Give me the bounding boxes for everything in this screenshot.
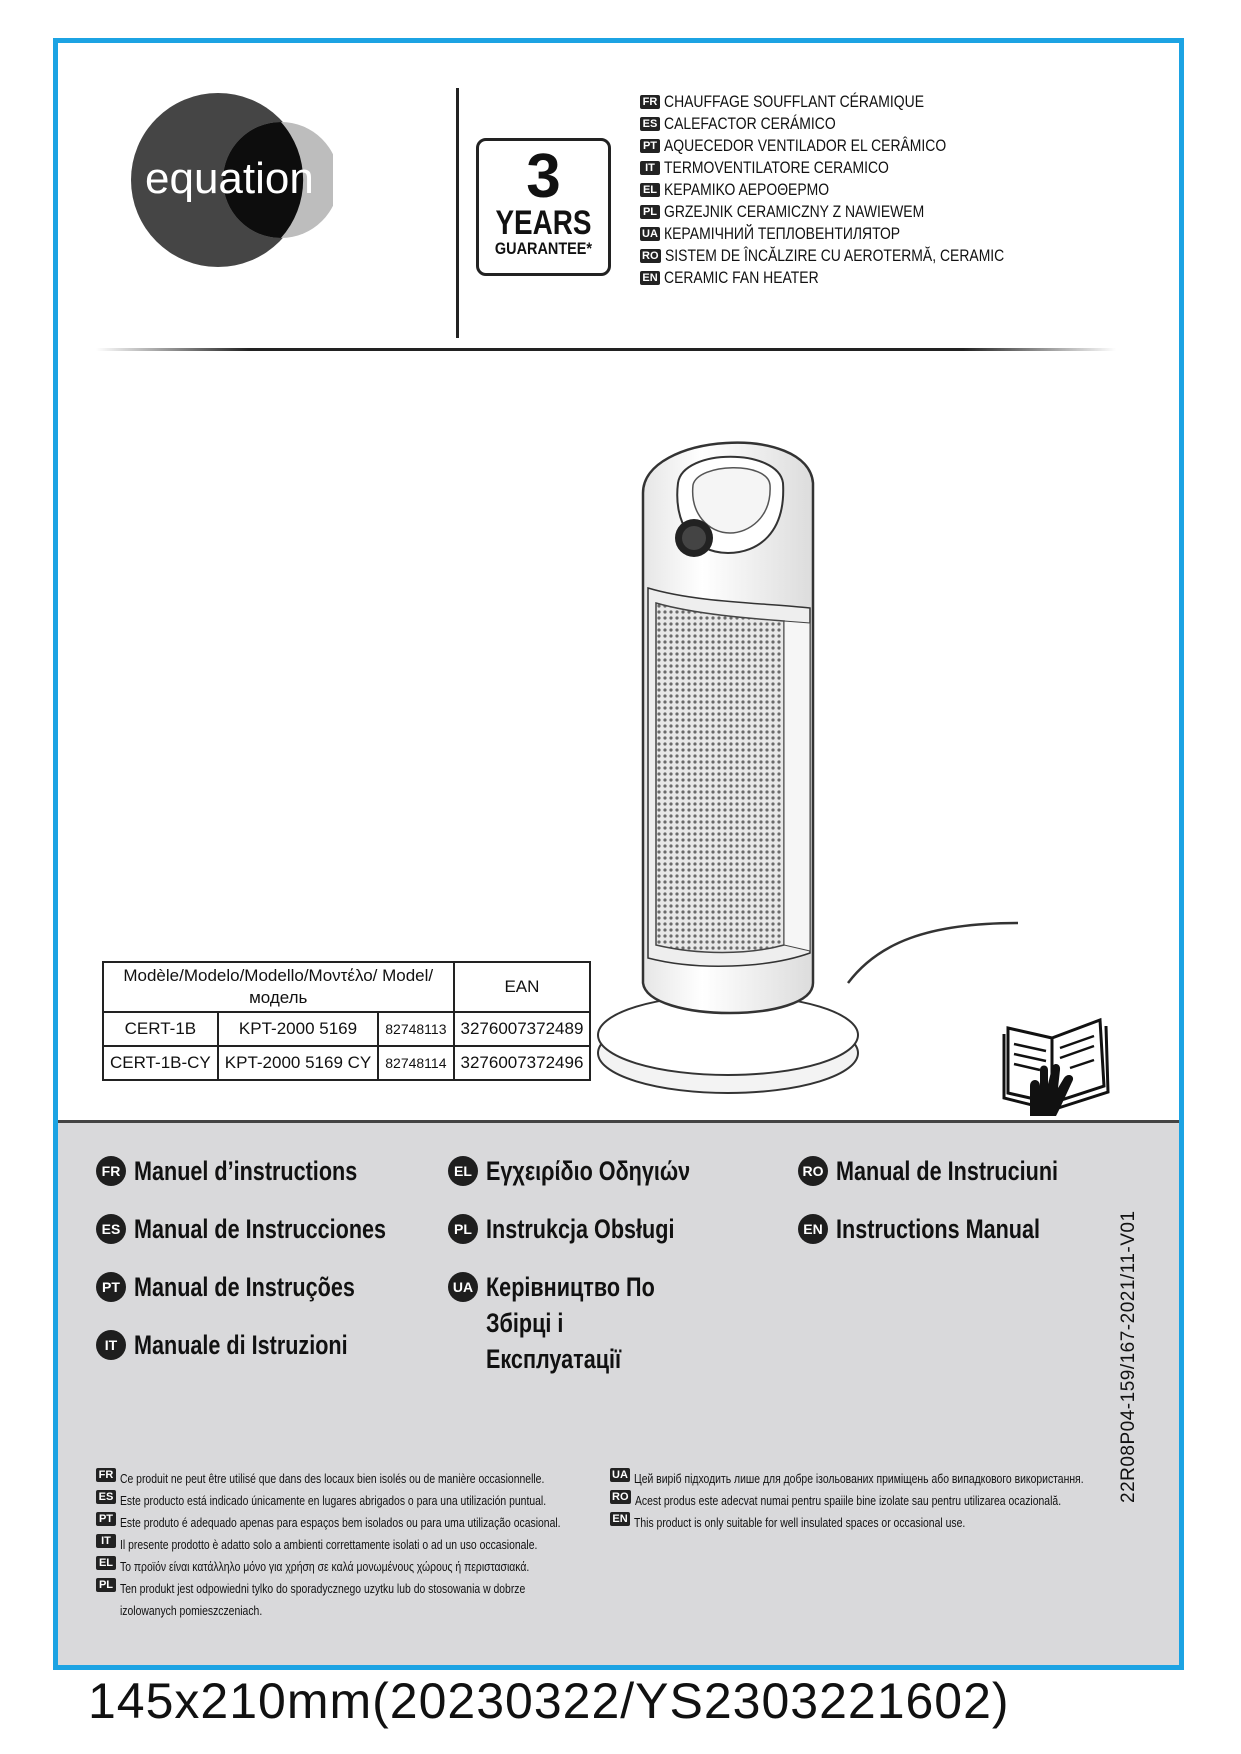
- manual-title: [798, 1153, 1114, 1189]
- lang-code: UA: [640, 227, 660, 241]
- product-title: [640, 201, 1078, 223]
- note-text: This product is only suitable for well insulated spaces or occasional use.: [634, 1515, 966, 1530]
- manual-title: [798, 1211, 1091, 1247]
- guarantee-badge: [476, 138, 611, 276]
- equation-logo: [103, 88, 333, 278]
- note-text: Το προϊόν είναι κατάλληλο μόνο για χρήση σε καλά μονωμένους χώρους ή περιστασιακά.: [120, 1559, 530, 1574]
- product-title-text: TERMOVENTILATORE CERAMICO: [664, 158, 889, 177]
- lang-code: RO: [642, 250, 659, 262]
- note-text: Цей виріб підходить лише для добре ізольованих приміщень або випадкового використання.: [634, 1471, 1084, 1486]
- usage-note: [610, 1490, 1184, 1512]
- lang-badge: IT: [96, 1330, 126, 1360]
- product-title-text: AQUECEDOR VENTILADOR EL CERÂMICO: [664, 136, 947, 155]
- manual-title: [96, 1211, 449, 1247]
- usage-note: [96, 1468, 671, 1490]
- manual-title-text: Instructions Manual: [836, 1214, 1041, 1244]
- manual-title-text: Instrukcja Obsługi: [486, 1214, 675, 1244]
- cell-ref: CERT-1B-CY: [103, 1046, 218, 1080]
- lang-badge: ES: [96, 1214, 126, 1244]
- note-text: izolowanych pomieszczeniach.: [120, 1603, 263, 1618]
- product-title: [640, 91, 1078, 113]
- manual-title-text: Керівництво По Збірці і Експлуатації: [486, 1272, 655, 1374]
- cell-ref: CERT-1B: [103, 1012, 218, 1046]
- read-manual-icon: [1000, 1008, 1110, 1118]
- lang-code: PT: [96, 1512, 116, 1526]
- usage-note: [96, 1490, 671, 1512]
- product-title-list: [640, 91, 1078, 289]
- product-title: [640, 113, 1078, 135]
- product-title: [640, 157, 1078, 179]
- product-title-text: GRZEJNIK CERAMICZNY Z NAWIEWEM: [664, 202, 925, 221]
- usage-note: [96, 1556, 671, 1578]
- note-text: Este producto está indicado únicamente en lugares abrigados o para una utilización puntual.: [120, 1493, 547, 1508]
- product-title: [640, 245, 1078, 267]
- guarantee-number: 3: [526, 142, 561, 211]
- header-model: Modèle/Modelo/Modello/Μοντέλο/ Model/модель: [103, 962, 454, 1012]
- product-title-text: ΚΕΡΑΜΙΚΟ ΑΕΡΟΘΕΡΜΟ: [664, 180, 830, 199]
- lang-code: FR: [96, 1468, 116, 1482]
- table-header-row: [103, 962, 590, 1012]
- lang-code: PL: [96, 1578, 116, 1592]
- note-text: Acest produs este adecvat numai pentru spaiile bine izolate sau pentru utilizarea ocazională.: [634, 1493, 1061, 1508]
- usage-note: [610, 1512, 1184, 1534]
- lang-code: UA: [610, 1468, 630, 1482]
- usage-notes-right: [610, 1468, 1184, 1534]
- lang-badge: PL: [448, 1214, 478, 1244]
- lang-code: IT: [640, 161, 660, 175]
- manual-title: [448, 1211, 722, 1247]
- product-title-text: КЕРАМІЧНИЙ ТЕПЛОВЕНТИЛЯТОР: [664, 224, 901, 243]
- cell-model: KPT-2000 5169: [218, 1012, 378, 1046]
- lang-badge: EN: [798, 1214, 828, 1244]
- cell-code: 82748113: [378, 1012, 453, 1046]
- models-table: [102, 961, 591, 1081]
- product-title-text: SISTEM DE ÎNCĂLZIRE CU AEROTERMĂ, CERAMIC: [664, 246, 1004, 265]
- manual-title: [448, 1153, 741, 1189]
- table-row: [103, 1012, 590, 1046]
- manual-title-text: Manual de Instruções: [134, 1272, 355, 1302]
- usage-note: [96, 1534, 671, 1556]
- lang-code: RO: [612, 1491, 629, 1503]
- manual-title-text: Εγχειρίδιο Οδηγιών: [486, 1156, 691, 1186]
- manuals-panel: [58, 1120, 1179, 1668]
- heater-illustration: [548, 423, 1028, 1103]
- table-row: [103, 1046, 590, 1080]
- note-text: Il presente prodotto è adatto solo a ambienti correttamente isolati o ad un uso occasionale.: [120, 1537, 538, 1552]
- manual-title-text: Manuel d’instructions: [134, 1156, 358, 1186]
- note-text: Ten produkt jest odpowiedni tylko do sporadycznego uzytku lub do stosowania w dobrze: [120, 1581, 526, 1596]
- guarantee-years: YEARS: [495, 204, 592, 242]
- manual-title: [96, 1269, 410, 1305]
- header-ean: EAN: [454, 962, 591, 1012]
- lang-code: ES: [640, 117, 660, 131]
- product-title: [640, 223, 1078, 245]
- product-title-text: CERAMIC FAN HEATER: [664, 268, 819, 287]
- cell-ean: 3276007372489: [454, 1012, 591, 1046]
- lang-badge: FR: [96, 1156, 126, 1186]
- cell-model: KPT-2000 5169 CY: [218, 1046, 378, 1080]
- manual-title: [96, 1153, 413, 1189]
- usage-note: [96, 1512, 671, 1534]
- manual-title-text: Manual de Instruciuni: [836, 1156, 1059, 1186]
- lang-code: PL: [640, 205, 660, 219]
- lang-badge: EL: [448, 1156, 478, 1186]
- guarantee-label: GUARANTEE*: [494, 239, 593, 258]
- lang-code: ES: [96, 1490, 116, 1504]
- lang-code: EL: [96, 1556, 116, 1570]
- document-reference: [1118, 1203, 1138, 1503]
- product-title: [640, 179, 1078, 201]
- usage-notes-left: [96, 1468, 671, 1622]
- manual-title-text: Manual de Instrucciones: [134, 1214, 387, 1244]
- cell-code: 82748114: [378, 1046, 453, 1080]
- lang-badge: RO: [798, 1156, 828, 1186]
- usage-note: [610, 1468, 1184, 1490]
- manual-title: [96, 1327, 401, 1363]
- product-title: [640, 267, 1078, 289]
- usage-note-cont: [96, 1600, 671, 1622]
- lang-code: IT: [96, 1534, 116, 1548]
- note-text: Este produto é adequado apenas para espaços bem isolados ou para uma utilização ocasional.: [120, 1515, 561, 1530]
- lang-code: PT: [640, 139, 660, 153]
- manual-title-text: Manuale di Istruzioni: [134, 1330, 348, 1360]
- cell-ean: 3276007372496: [454, 1046, 591, 1080]
- lang-code: FR: [640, 95, 660, 109]
- lang-badge: UA: [448, 1272, 478, 1302]
- print-spec-footer: 145x210mm(20230322/YS2303221602): [88, 1673, 1010, 1729]
- product-title-text: CHAUFFAGE SOUFFLANT CÉRAMIQUE: [664, 92, 924, 111]
- lang-badge: PT: [96, 1272, 126, 1302]
- vertical-divider: [456, 88, 459, 338]
- lang-code: EN: [640, 271, 660, 285]
- svg-text:equation: equation: [145, 154, 314, 203]
- product-title-text: CALEFACTOR CERÁMICO: [664, 114, 836, 133]
- lang-code: EN: [610, 1512, 630, 1526]
- usage-note: [96, 1578, 671, 1600]
- note-text: Ce produit ne peut être utilisé que dans des locaux bien isolés ou de manière occasionnelle.: [120, 1471, 545, 1486]
- lang-code: EL: [640, 183, 660, 197]
- manual-title: [448, 1269, 708, 1377]
- horizontal-divider: [96, 348, 1116, 351]
- product-title: [640, 135, 1078, 157]
- doc-ref-text: 22R08P04-159/167-2021/11-V01: [1118, 1210, 1139, 1503]
- page-frame: [53, 38, 1184, 1670]
